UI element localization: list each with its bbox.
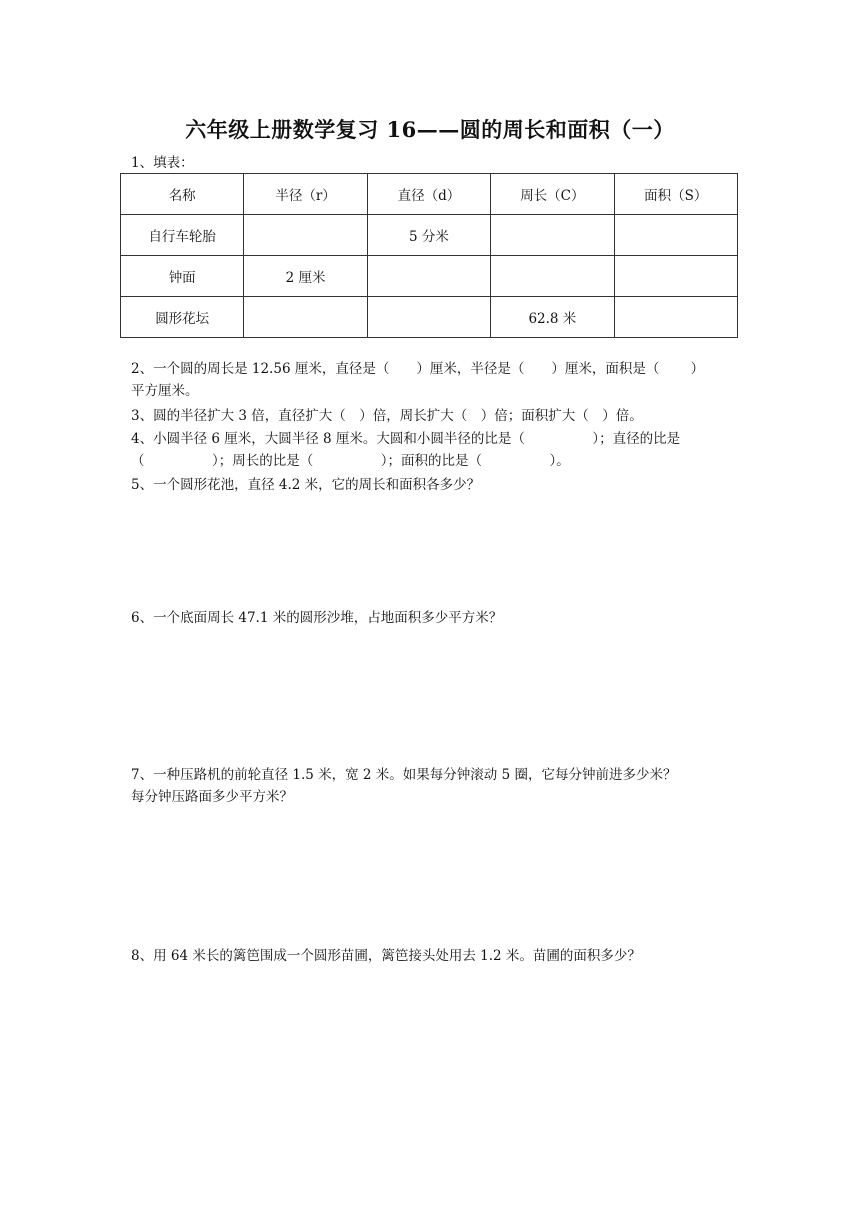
- question-2-line-1: 2、一个圆的周长是 12.56 厘米，直径是（ ）厘米，半径是（ ）厘米，面积是（ ）: [131, 361, 705, 377]
- header-radius: 半径（r）: [244, 174, 367, 215]
- question-2: [131, 358, 741, 402]
- table-cell: 圆形花坛: [121, 297, 244, 338]
- header-diameter: 直径（d）: [367, 174, 490, 215]
- question-4: [131, 428, 741, 472]
- header-name: 名称: [121, 174, 244, 215]
- table-cell[interactable]: [491, 256, 614, 297]
- question-4-line-2: （ ）；周长的比是（ ）；面积的比是（ ）。: [131, 453, 570, 469]
- header-circumference: 周长（C）: [491, 174, 614, 215]
- header-area: 面积（S）: [614, 174, 737, 215]
- table-cell[interactable]: [244, 215, 367, 256]
- table-cell: 钟面: [121, 256, 244, 297]
- table-cell: 自行车轮胎: [121, 215, 244, 256]
- question-2-line-2: 平方厘米。: [131, 383, 199, 399]
- table-cell: 62.8 米: [491, 297, 614, 338]
- table-cell[interactable]: [614, 297, 737, 338]
- table-cell[interactable]: [614, 215, 737, 256]
- table-header-row: [121, 174, 738, 215]
- question-4-line-1: 4、小圆半径 6 厘米，大圆半径 8 厘米。大圆和小圆半径的比是（ ）；直径的比是: [131, 431, 681, 447]
- question-6: 6、一个底面周长 47.1 米的圆形沙堆，占地面积多少平方米？: [131, 610, 503, 626]
- table-cell[interactable]: [491, 215, 614, 256]
- page-title: 六年级上册数学复习 16——圆的周长和面积（一）: [185, 117, 675, 142]
- table-cell: 2 厘米: [244, 256, 367, 297]
- question-8: 8、用 64 米长的篱笆围成一个圆形苗圃，篱笆接头处用去 1.2 米。苗圃的面积多少？: [131, 948, 641, 964]
- question-5: 5、一个圆形花池，直径 4.2 米，它的周长和面积各多少？: [131, 477, 481, 493]
- table-cell[interactable]: [367, 256, 490, 297]
- table-row: [121, 215, 738, 256]
- question-7-line-2: 每分钟压路面多少平方米？: [131, 789, 293, 805]
- table-row: [121, 256, 738, 297]
- fill-in-table: [120, 173, 738, 338]
- table-cell[interactable]: [367, 297, 490, 338]
- question-3: 3、圆的半径扩大 3 倍，直径扩大（ ）倍，周长扩大（ ）倍；面积扩大（ ）倍。: [131, 408, 643, 424]
- question-7-line-1: 7、一种压路机的前轮直径 1.5 米，宽 2 米。如果每分钟滚动 5 圈，它每分钟前进多少米？: [131, 767, 677, 783]
- question-7: [131, 764, 741, 808]
- table-cell[interactable]: [614, 256, 737, 297]
- table-cell: 5 分米: [367, 215, 490, 256]
- question-1-label: 1、填表：: [131, 155, 194, 171]
- table-cell[interactable]: [244, 297, 367, 338]
- table-row: [121, 297, 738, 338]
